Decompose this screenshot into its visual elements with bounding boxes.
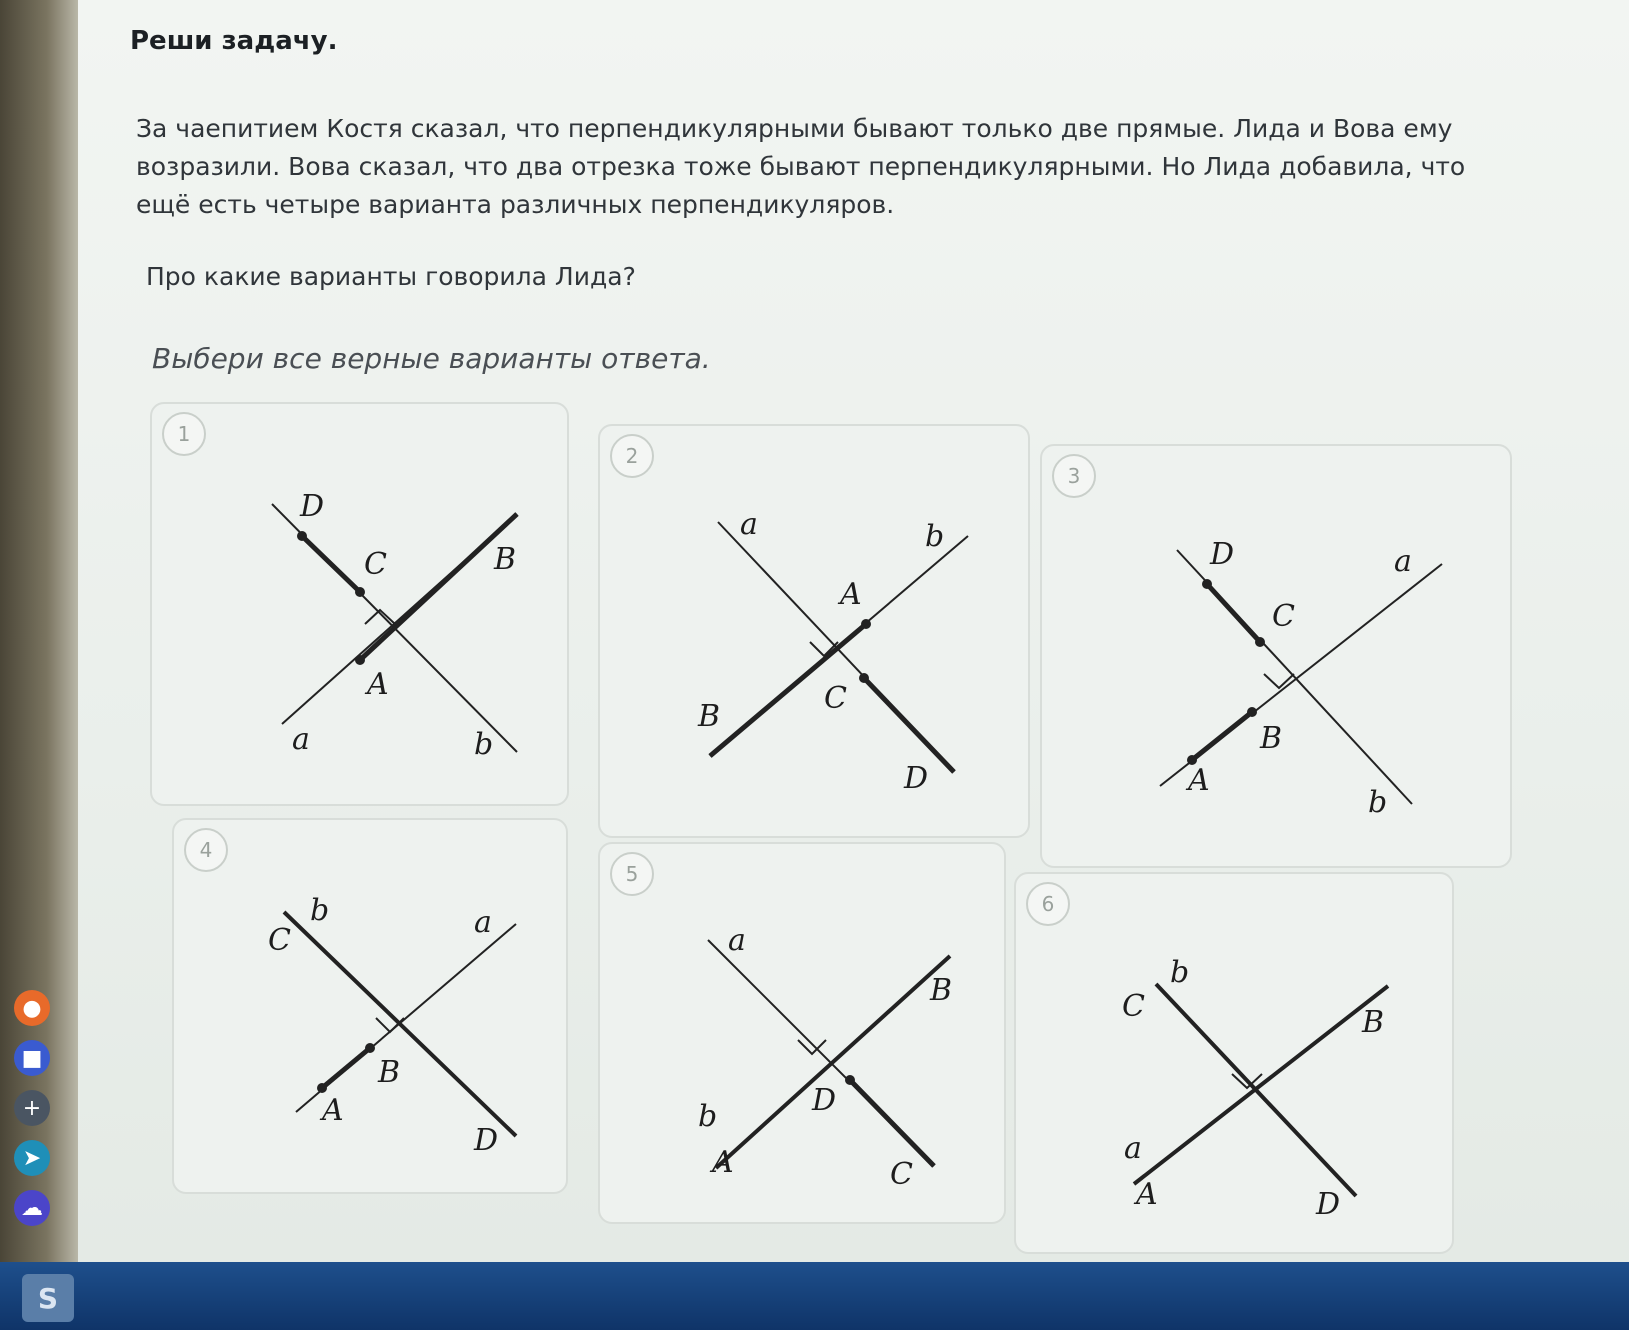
start-button[interactable]: S [22,1274,74,1322]
label-C: C [890,1157,913,1192]
label-a: a [474,905,492,940]
label-A: A [712,1145,734,1180]
label-b: b [474,727,494,762]
option-4-diagram [174,820,566,1192]
option-number: 4 [184,828,228,872]
label-B: B [378,1055,401,1090]
label-b: b [1368,785,1388,820]
option-6-diagram [1016,874,1452,1252]
label-B: B [494,542,517,577]
line-ab [1134,986,1388,1184]
label-D: D [300,489,325,524]
option-2-diagram [600,426,1028,836]
label-C: C [268,923,291,958]
label-C: C [1122,989,1145,1024]
answer-option-3[interactable] [1040,444,1512,868]
label-A: A [322,1093,344,1128]
point-d [845,1075,855,1085]
point-d [1202,579,1212,589]
label-B: B [1362,1005,1385,1040]
cloud-icon[interactable]: ☁ [14,1190,50,1226]
label-C: C [364,547,387,582]
label-D: D [812,1083,837,1118]
option-number: 3 [1052,454,1096,498]
label-a: a [1124,1131,1142,1166]
right-angle-mark [1264,674,1294,688]
label-a: a [292,722,310,757]
point-a [355,655,365,665]
label-A: A [840,577,862,612]
task-title: Реши задачу. [130,26,338,56]
point-d [297,531,307,541]
label-D: D [1316,1187,1341,1222]
label-a: a [728,923,746,958]
add-icon[interactable]: + [14,1090,50,1126]
option-number: 2 [610,434,654,478]
left-screen-edge [0,0,78,1262]
label-b: b [310,893,330,928]
segment-ab [1192,712,1252,760]
answer-hint: Выбери все верные варианты ответа. [152,342,711,375]
send-icon[interactable]: ➤ [14,1140,50,1176]
label-b: b [925,519,945,554]
app-dock [8,990,56,1226]
answer-option-6[interactable] [1014,872,1454,1254]
task-question: Про какие варианты говорила Лида? [146,262,636,291]
label-b: b [1170,955,1190,990]
answer-option-2[interactable] [598,424,1030,838]
label-D: D [904,761,929,796]
option-3-diagram [1042,446,1510,866]
option-number: 1 [162,412,206,456]
option-number: 6 [1026,882,1070,926]
ray-cd [864,678,954,772]
task-text: За чаепитием Костя сказал, что перпендикулярными бывают только две прямые. Лида и Вова ему возразили. Вова сказал, что два отрезка тоже бывают перпендикулярными. Но Лида добавила, что ещё есть четыре варианта различных перпендикуляров. [136,114,1466,219]
option-5-diagram [600,844,1004,1222]
label-B: B [698,699,721,734]
ray-ab [360,514,517,660]
segment-dc [1207,584,1260,642]
point-c [1255,637,1265,647]
answer-option-5[interactable] [598,842,1006,1224]
option-number: 5 [610,852,654,896]
point-c [355,587,365,597]
label-A: A [1188,763,1210,798]
taskbar [0,1262,1629,1330]
option-1-diagram [152,404,567,804]
point-a [317,1083,327,1093]
point-b [365,1043,375,1053]
label-B: B [1260,721,1283,756]
point-c [859,673,869,683]
label-a: a [1394,544,1412,579]
label-b: b [698,1099,718,1134]
right-angle-mark [798,1040,826,1054]
label-A: A [367,667,389,702]
label-D: D [1210,537,1235,572]
label-A: A [1136,1177,1158,1212]
ray-dc [850,1080,934,1166]
label-a: a [740,507,758,542]
label-C: C [1272,599,1295,634]
answer-option-4[interactable] [172,818,568,1194]
window-icon[interactable]: ■ [14,1040,50,1076]
segment-ab [322,1048,370,1088]
label-D: D [474,1123,499,1158]
answer-option-1[interactable] [150,402,569,806]
segment-dc [302,536,360,592]
point-b [1247,707,1257,717]
label-C: C [824,681,847,716]
label-B: B [930,973,953,1008]
ray-ab [716,956,953,1168]
point-a [861,619,871,629]
browser-icon[interactable]: ● [14,990,50,1026]
